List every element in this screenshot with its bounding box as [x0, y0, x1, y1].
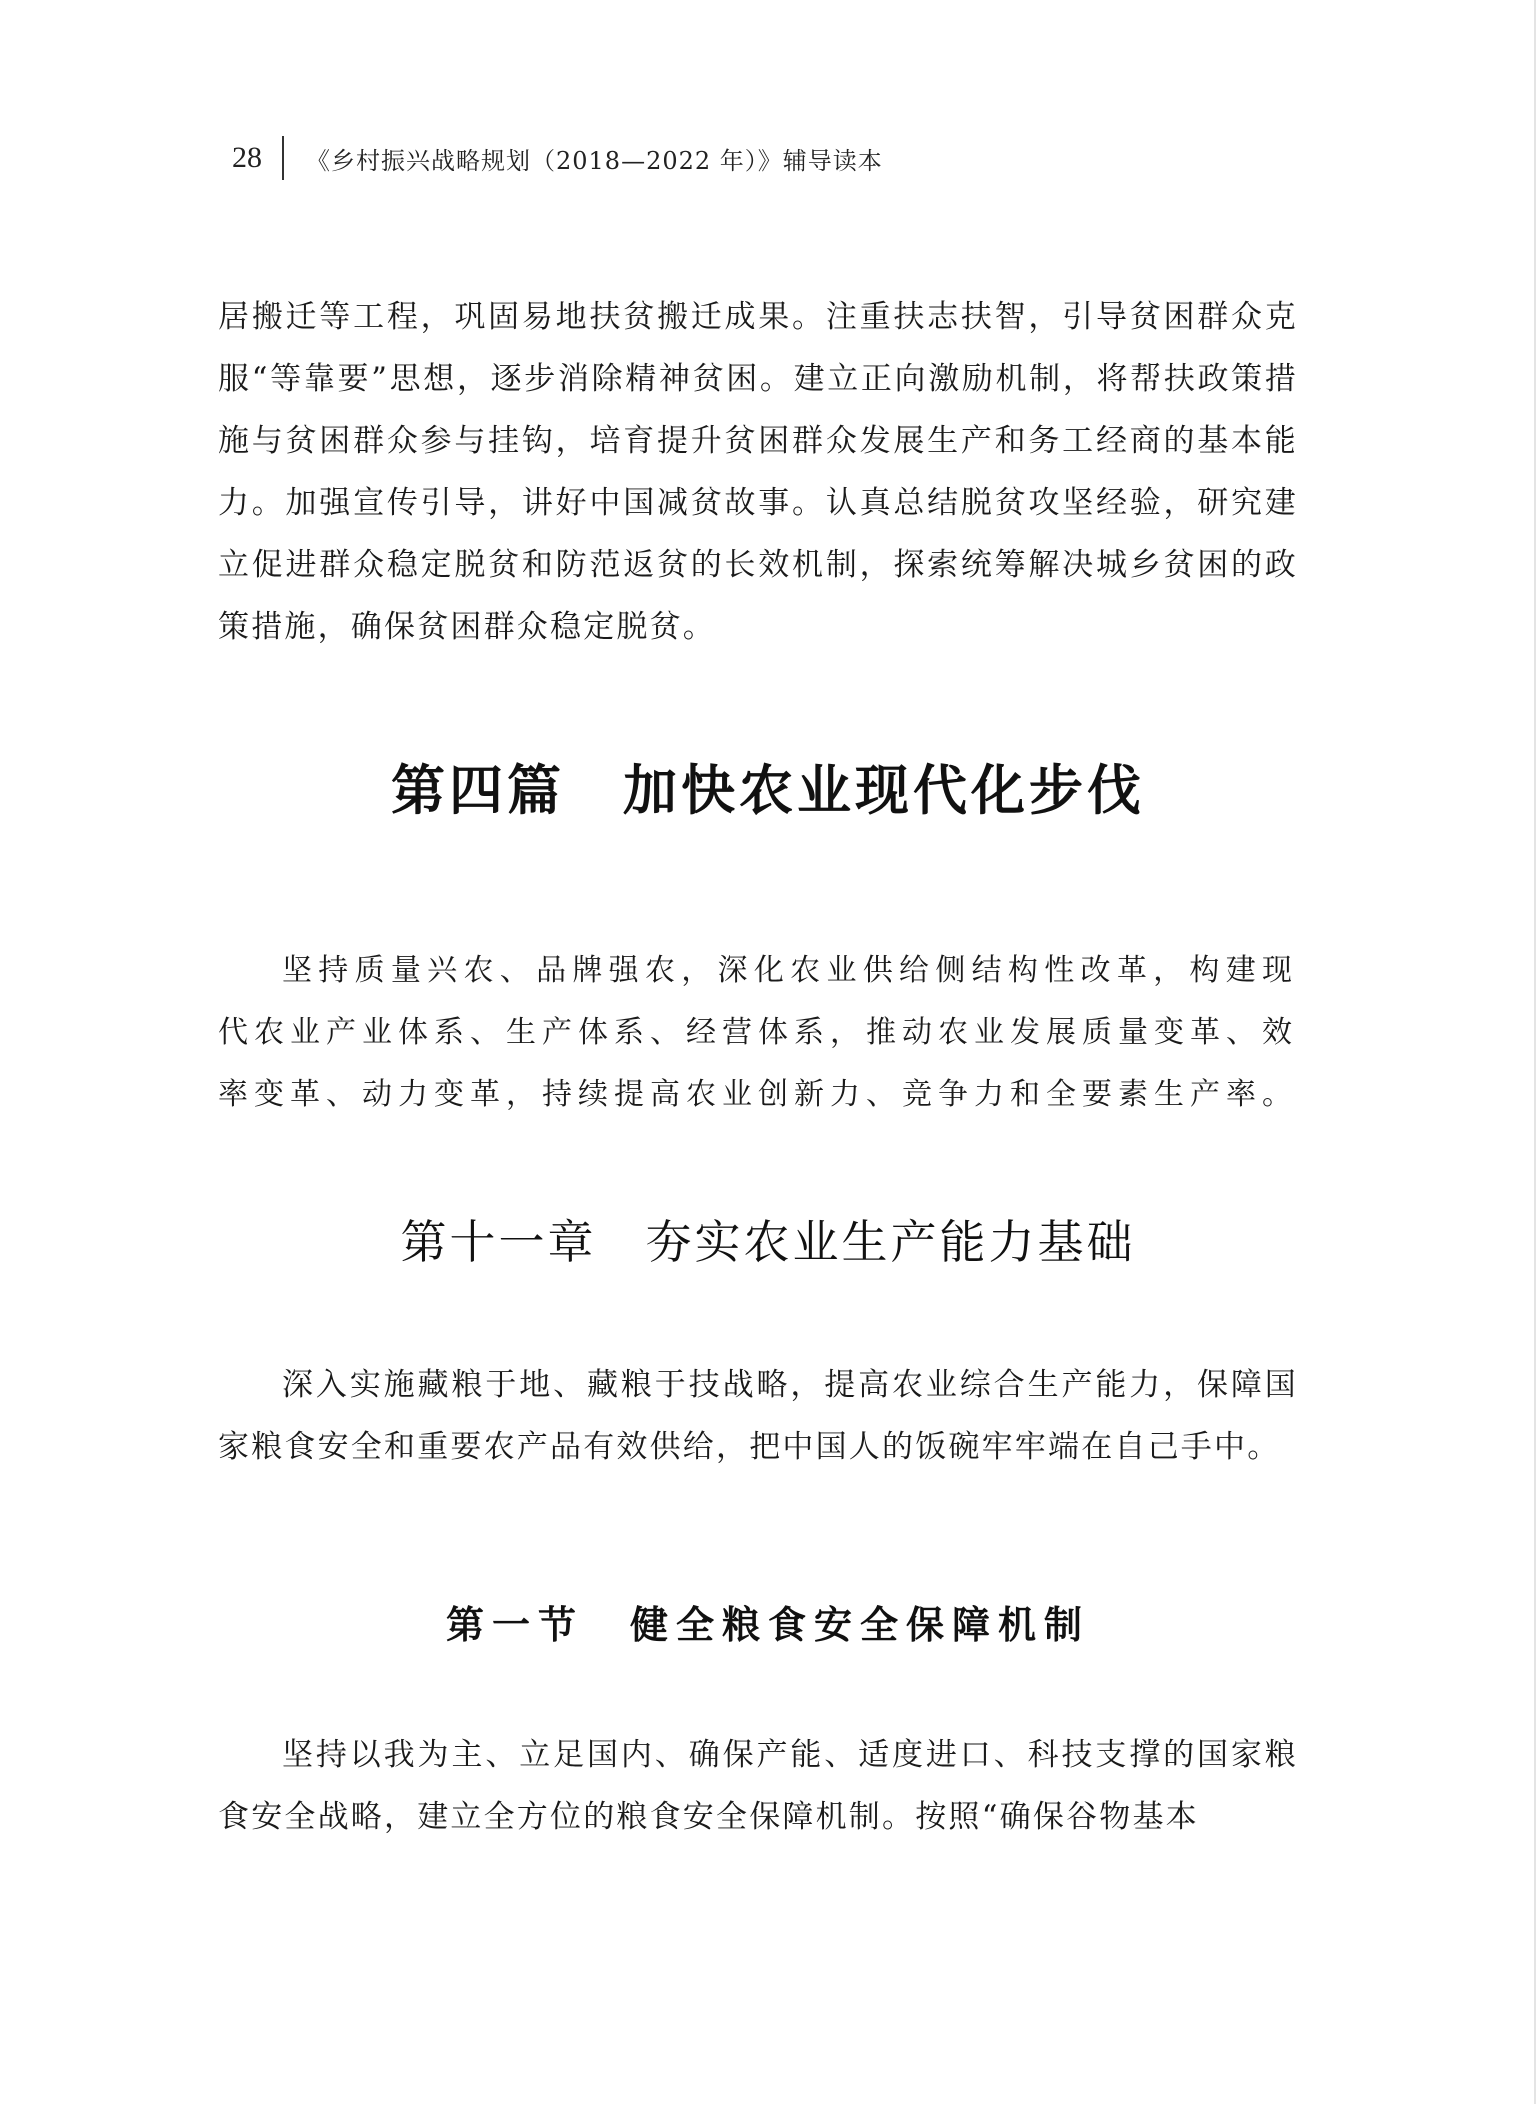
running-header — [232, 134, 883, 182]
header-divider — [282, 136, 284, 180]
chapter-intro-paragraph: 深入实施藏粮于地、藏粮于技战略，提高农业综合生产能力，保障国家粮食安全和重要农产品有效供给，把中国人的饭碗牢牢端在自己手中。 — [218, 1367, 1298, 1465]
page-number: 28 — [232, 141, 262, 174]
part-title: 第四篇 加快农业现代化步伐 — [391, 759, 1145, 822]
running-title: 《乡村振兴战略规划（2018—2022 年）》辅导读本 — [306, 146, 883, 175]
chapter-title: 第十一章 夯实农业生产能力基础 — [400, 1215, 1136, 1269]
continued-paragraph: 居搬迁等工程，巩固易地扶贫搬迁成果。注重扶志扶智，引导贫困群众克服“等靠要”思想，逐步消除精神贫困。建立正向激励机制，将帮扶政策措施与贫困群众参与挂钩，培育提升贫困群众发展生产和务工经商的基本能力。加强宣传引导，讲好中国减贫故事。认真总结脱贫攻坚经验，研究建立促进群众稳定脱贫和防范返贫的长效机制，探索统筹解决城乡贫困的政策措施，确保贫困群众稳定脱贫。 — [218, 299, 1298, 645]
part-intro-paragraph: 坚持质量兴农、品牌强农，深化农业供给侧结构性改革，构建现代农业产业体系、生产体系、经营体系，推动农业发展质量变革、效率变革、动力变革，持续提高农业创新力、竞争力和全要素生产率。 — [218, 953, 1298, 1112]
section-title: 第一节 健全粮食安全保障机制 — [445, 1602, 1090, 1647]
section-paragraph: 坚持以我为主、立足国内、确保产能、适度进口、科技支撑的国家粮食安全战略，建立全方位的粮食安全保障机制。按照“确保谷物基本 — [218, 1737, 1298, 1835]
